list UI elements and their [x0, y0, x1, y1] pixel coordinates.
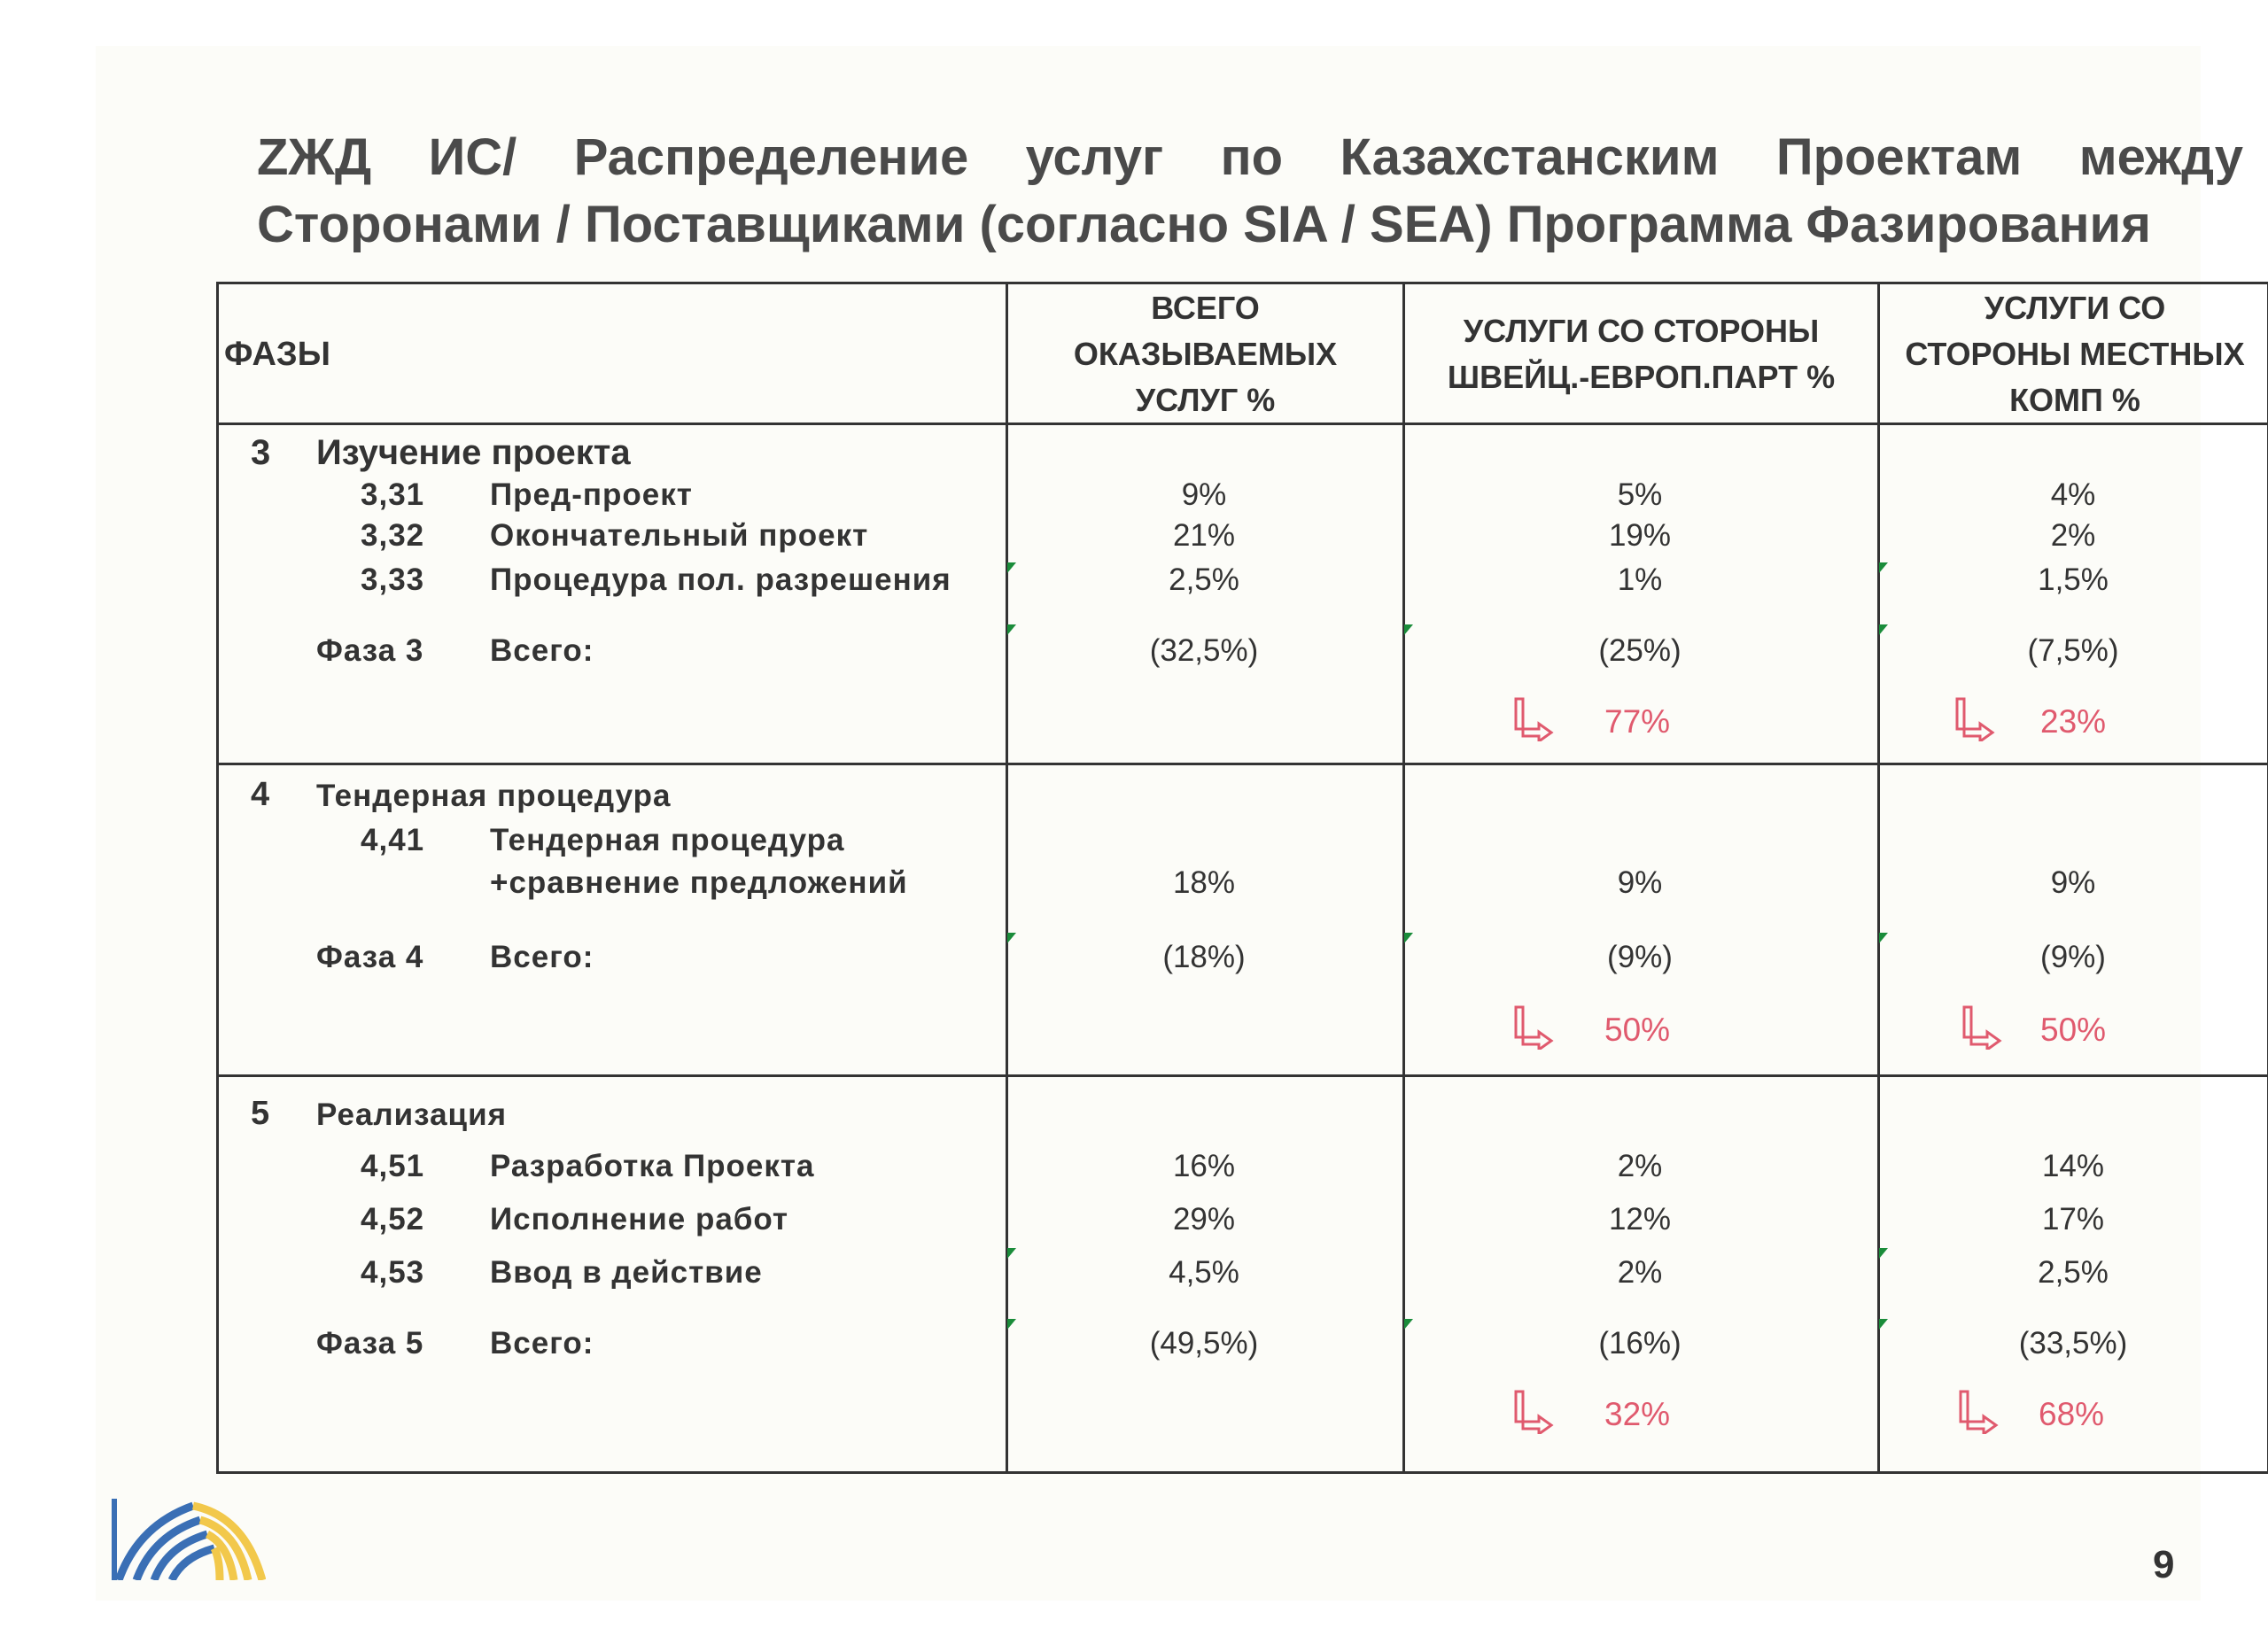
section-number: 3 [251, 433, 271, 472]
header-phases: ФАЗЫ [224, 335, 330, 373]
column-divider [1006, 284, 1008, 1471]
row-local: 1,5% [2038, 562, 2109, 597]
section-divider [219, 763, 2267, 765]
row-local: 2% [2050, 518, 2096, 553]
summary-total: (18%) [1162, 940, 1246, 974]
arrow-turn-right-icon [1512, 1005, 1555, 1050]
arrow-turn-right-icon [1961, 1005, 2003, 1050]
cell-marker-tick [1879, 1319, 1888, 1330]
column-divider [1402, 284, 1405, 1471]
row-swiss: 19% [1608, 518, 1672, 553]
slide [96, 46, 2245, 1601]
column-divider [1877, 284, 1880, 1471]
row-swiss: 5% [1617, 477, 1663, 512]
row-total: 21% [1172, 518, 1236, 553]
row-code: 3,32 [361, 518, 425, 553]
arrow-turn-right-icon [1512, 1390, 1555, 1434]
row-swiss: 12% [1608, 1202, 1672, 1237]
summary-swiss: (16%) [1598, 1326, 1682, 1361]
row-name: Пред-проект [490, 477, 693, 512]
section-name: Изучение проекта [316, 433, 631, 472]
cell-marker-tick [1404, 933, 1413, 943]
summary-total: (49,5%) [1149, 1326, 1259, 1361]
arrow-turn-right-icon [1957, 1390, 2000, 1434]
row-total: 29% [1172, 1202, 1236, 1237]
row-name: Процедура пол. разрешения [490, 562, 951, 597]
header-swiss: УСЛУГИ СО СТОРОНЫ ШВЕЙЦ.-ЕВРОП.ПАРТ % [1447, 312, 1836, 395]
cell-marker-tick [1007, 1319, 1016, 1330]
company-logo [112, 1499, 266, 1580]
share-local: 23% [2040, 703, 2107, 740]
row-code: 4,51 [361, 1149, 425, 1183]
cell-marker-tick [1007, 933, 1016, 943]
phase-table [216, 282, 2268, 1474]
row-name: Исполнение работ [490, 1202, 789, 1237]
section-number: 5 [251, 1095, 270, 1132]
row-local: 17% [2041, 1202, 2105, 1237]
row-code: 4,41 [361, 823, 425, 857]
cell-marker-tick [1879, 1248, 1888, 1259]
row-code: 4,53 [361, 1255, 425, 1290]
row-swiss: 2% [1617, 1149, 1663, 1183]
page-title [257, 124, 2243, 259]
section-name: Тендерная процедура [316, 779, 672, 813]
summary-label: Всего: [490, 633, 594, 668]
section-divider [219, 1074, 2267, 1077]
share-swiss: 32% [1604, 1396, 1671, 1432]
row-swiss: 1% [1617, 562, 1663, 597]
cell-marker-tick [1007, 562, 1016, 573]
summary-local: (33,5%) [2018, 1326, 2128, 1361]
cell-marker-tick [1879, 562, 1888, 573]
header-local: УСЛУГИ СО СТОРОНЫ МЕСТНЫХ КОМП % [1905, 289, 2245, 418]
row-total: 4,5% [1169, 1255, 1239, 1290]
row-total: 18% [1172, 865, 1236, 900]
arrow-turn-right-icon [1953, 697, 1996, 741]
row-name: Тендерная процедура [490, 823, 845, 857]
cell-marker-tick [1879, 933, 1888, 943]
row-name: Разработка Проекта [490, 1149, 815, 1183]
row-local: 2,5% [2038, 1255, 2109, 1290]
summary-local: (7,5%) [2027, 633, 2119, 668]
page-number: 9 [2153, 1543, 2175, 1586]
section-number: 4 [251, 776, 270, 813]
section-name: Реализация [316, 1097, 508, 1132]
row-swiss: 2% [1617, 1255, 1663, 1290]
header-total: ВСЕГО ОКАЗЫВАЕМЫХ УСЛУГ % [1073, 289, 1338, 418]
title-line-1: ZЖД ИС/ Распределение услуг по Казахстанским Проектам между [257, 128, 2243, 186]
row-total: 2,5% [1169, 562, 1239, 597]
summary-phase: Фаза 3 [316, 633, 424, 668]
summary-swiss: (25%) [1598, 633, 1682, 668]
summary-label: Всего: [490, 1326, 594, 1361]
row-local: 14% [2041, 1149, 2105, 1183]
share-swiss: 50% [1604, 1012, 1671, 1048]
row-name-continued: +сравнение предложений [490, 865, 908, 900]
row-name: Ввод в действие [490, 1255, 763, 1290]
row-code: 3,31 [361, 477, 425, 512]
arrow-turn-right-icon [1512, 697, 1555, 741]
cell-marker-tick [1404, 624, 1413, 635]
row-code: 3,33 [361, 562, 425, 597]
share-local: 50% [2040, 1012, 2107, 1048]
cell-marker-tick [1007, 1248, 1016, 1259]
cell-marker-tick [1007, 624, 1016, 635]
row-local: 4% [2050, 477, 2096, 512]
row-swiss: 9% [1617, 865, 1663, 900]
summary-phase: Фаза 4 [316, 940, 424, 974]
summary-local: (9%) [2040, 940, 2106, 974]
summary-swiss: (9%) [1607, 940, 1673, 974]
row-total: 16% [1172, 1149, 1236, 1183]
share-swiss: 77% [1604, 703, 1671, 740]
summary-label: Всего: [490, 940, 594, 974]
summary-phase: Фаза 5 [316, 1326, 424, 1361]
share-local: 68% [2039, 1396, 2105, 1432]
row-local: 9% [2050, 865, 2096, 900]
row-total: 9% [1181, 477, 1227, 512]
title-line-2: Сторонами / Поставщиками (согласно SIA / SEA) Программа Фазирования [257, 196, 2151, 253]
summary-total: (32,5%) [1149, 633, 1259, 668]
row-name: Окончательный проект [490, 518, 869, 553]
cell-marker-tick [1879, 624, 1888, 635]
row-code: 4,52 [361, 1202, 425, 1237]
cell-marker-tick [1404, 1319, 1413, 1330]
